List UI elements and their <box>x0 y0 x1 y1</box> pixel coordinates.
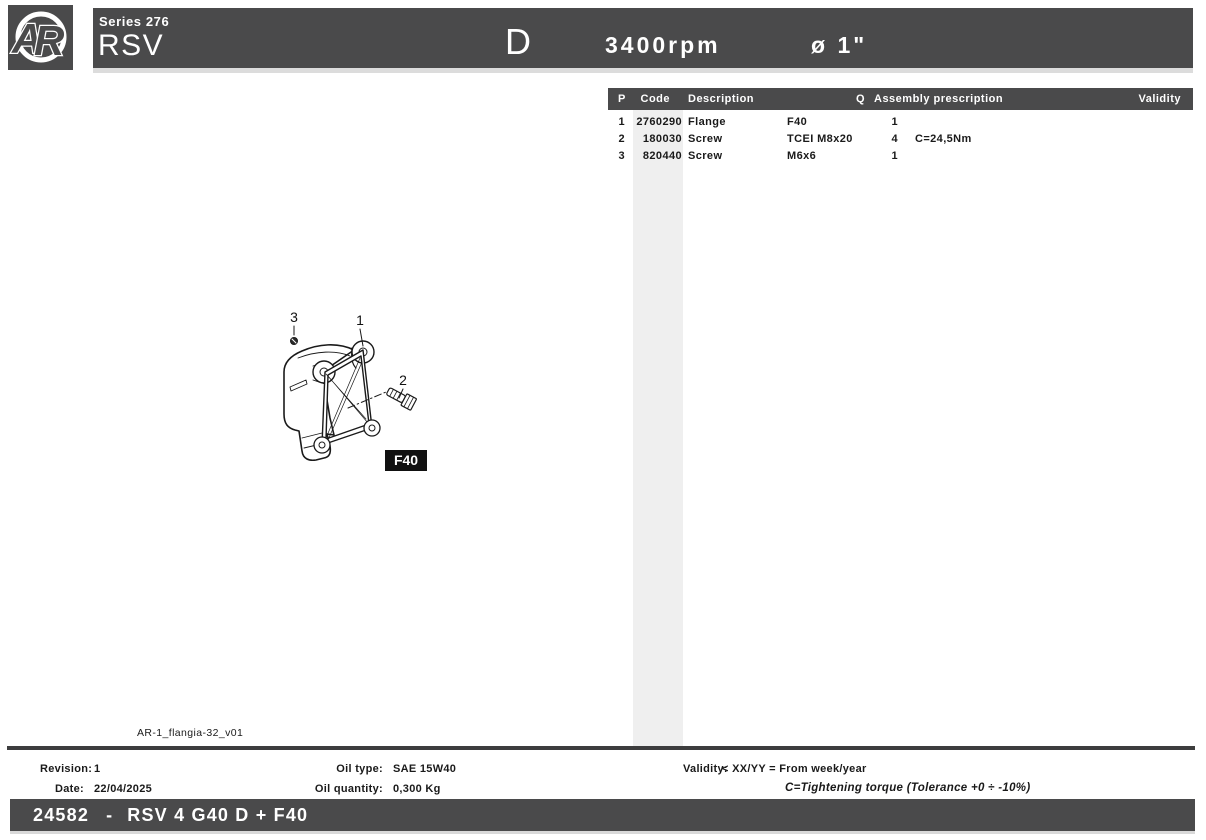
bottom-title-bar <box>10 799 1195 831</box>
cell-code: 820440 <box>642 150 682 162</box>
ar-logo-icon <box>8 5 73 70</box>
cell-q: 1 <box>891 116 898 128</box>
col-description: Description <box>688 93 755 105</box>
diameter-label: ø 1" <box>811 32 868 58</box>
cell-description: Flange <box>688 116 726 128</box>
series-label: Series 276 <box>99 14 170 29</box>
cell-size: M6x6 <box>787 150 817 162</box>
parts-table-header <box>608 88 1193 110</box>
document-title: RSV 4 G40 D + F40 <box>127 804 309 825</box>
torque-note: C=Tightening torque (Tolerance +0 ÷ -10%) <box>785 782 1031 794</box>
callout-1: 1 <box>356 312 364 328</box>
cell-description: Screw <box>688 133 723 145</box>
cell-code: 180030 <box>642 133 682 145</box>
header-shadow <box>93 68 1193 73</box>
cell-p: 3 <box>618 150 625 162</box>
cell-p: 2 <box>618 133 625 145</box>
date-label: Date: <box>54 783 84 795</box>
header-bar <box>93 8 1193 68</box>
cell-size: F40 <box>787 116 808 128</box>
revision-label: Revision: <box>40 763 93 775</box>
brand-logo <box>8 5 73 70</box>
col-code: Code <box>640 93 670 105</box>
col-assembly-prescription: Assembly prescription <box>874 93 1004 105</box>
col-validity: Validity <box>1138 93 1181 105</box>
cell-p: 1 <box>618 116 625 128</box>
col-p: P <box>618 93 626 105</box>
code-column-stripe <box>633 110 683 746</box>
cell-code: 2760290 <box>636 116 682 128</box>
bottom-bar-shadow <box>10 831 1195 834</box>
version-label: D <box>505 21 531 62</box>
exploded-view-drawing <box>268 288 448 488</box>
col-q: Q <box>856 93 866 105</box>
table-row <box>608 114 1193 131</box>
oil-type-label: Oil type: <box>336 763 383 775</box>
revision-value: 1 <box>94 763 101 775</box>
rpm-label: 3400rpm <box>605 32 721 58</box>
validity-value: < XX/YY = From week/year <box>722 763 867 775</box>
svg-text:R: R <box>34 17 65 64</box>
cell-description: Screw <box>688 150 723 162</box>
footer-divider <box>7 746 1195 750</box>
oil-quantity-label: Oil quantity: <box>314 783 383 795</box>
document-code: 24582 <box>33 804 90 825</box>
model-label: RSV <box>98 29 165 62</box>
flange-drawing-icon <box>268 288 448 488</box>
oil-type-value: SAE 15W40 <box>393 763 457 775</box>
date-value: 22/04/2025 <box>94 783 153 795</box>
callout-3: 3 <box>290 309 298 325</box>
part-label: F40 <box>393 452 419 468</box>
cell-q: 4 <box>891 133 898 145</box>
cell-assembly: C=24,5Nm <box>915 133 972 145</box>
svg-text:A: A <box>12 15 43 62</box>
validity-label: Validity: <box>683 763 728 775</box>
oil-quantity-value: 0,300 Kg <box>393 783 441 795</box>
drawing-filename: AR-1_flangia-32_v01 <box>137 727 244 739</box>
table-row <box>608 131 1193 148</box>
callout-2: 2 <box>399 372 407 388</box>
title-separator: - <box>106 804 114 825</box>
cell-size: TCEI M8x20 <box>787 133 853 145</box>
cell-q: 1 <box>891 150 898 162</box>
table-row <box>608 148 1193 165</box>
